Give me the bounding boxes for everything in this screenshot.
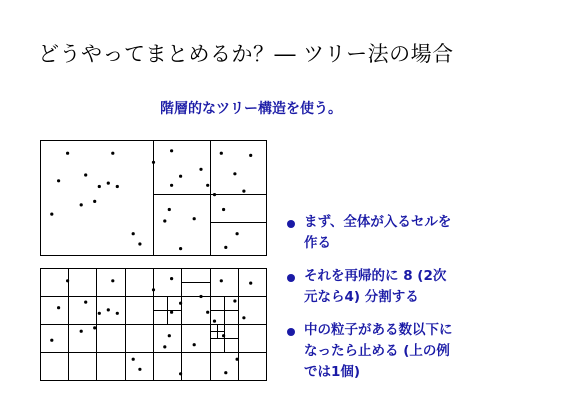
particle-dot (138, 368, 141, 371)
bullet-text: まず、全体が入るセルを (304, 214, 452, 230)
particle-dot (163, 345, 166, 348)
particle-dot (242, 316, 245, 319)
particle-dot (224, 371, 227, 374)
particle-dot (50, 339, 53, 342)
bullet-text: では1個) (304, 364, 361, 380)
particle-dot (98, 312, 101, 315)
particle-dot (93, 200, 96, 203)
particle-dot (84, 173, 87, 176)
particle-dot (107, 182, 110, 185)
particle-dot (249, 154, 252, 157)
bullet-icon (287, 274, 295, 282)
particle-dot (199, 168, 202, 171)
particle-dot (179, 247, 182, 250)
particle-dot (224, 246, 227, 249)
particle-dot (132, 232, 135, 235)
particle-dot (84, 301, 87, 304)
particle-dot (170, 277, 173, 280)
particle-dot (179, 302, 182, 305)
bullet-text: 元なら4) 分割する (304, 289, 419, 305)
particle-dot (179, 372, 182, 375)
particle-dot (116, 312, 119, 315)
tree-diagram-level1 (41, 141, 267, 256)
particle-dot (220, 279, 223, 282)
particle-dot (66, 279, 69, 282)
particle-dot (168, 334, 171, 337)
particle-dot (57, 306, 60, 309)
particles-level1 (50, 149, 252, 250)
particle-dot (80, 203, 83, 206)
particle-dot (93, 326, 96, 329)
slide-subtitle: 階層的なツリー構造を使う。 (160, 101, 342, 117)
particle-dot (111, 152, 114, 155)
particle-dot (222, 334, 225, 337)
particle-dot (132, 358, 135, 361)
bullet-text: 中の粒子がある数以下に (304, 322, 453, 338)
particle-dot (107, 308, 110, 311)
particle-dot (193, 343, 196, 346)
bullet-item (286, 320, 516, 383)
particle-dot (236, 358, 239, 361)
particle-dot (236, 232, 239, 235)
particle-dot (242, 190, 245, 193)
particle-dot (199, 295, 202, 298)
particle-dot (193, 217, 196, 220)
particle-dot (152, 161, 155, 164)
particle-dot (168, 208, 171, 211)
slide-title: どうやってまとめるか？― ツリー法の場合 (38, 42, 454, 66)
particle-dot (213, 193, 216, 196)
particle-dot (152, 288, 155, 291)
particle-dot (206, 311, 209, 314)
particle-dot (220, 152, 223, 155)
bullet-text: なったら止める (上の例 (304, 343, 450, 359)
bullet-list (286, 212, 516, 395)
particle-dot (57, 179, 60, 182)
particle-dot (138, 242, 141, 245)
particle-dot (222, 208, 225, 211)
particle-dot (163, 219, 166, 222)
particle-dot (116, 185, 119, 188)
particle-dot (233, 299, 236, 302)
particle-dot (50, 213, 53, 216)
particle-dot (179, 175, 182, 178)
bullet-item (286, 266, 516, 308)
particle-dot (206, 184, 209, 187)
particle-dot (249, 282, 252, 285)
particle-dot (170, 184, 173, 187)
particle-dot (111, 279, 114, 282)
bullet-icon (287, 328, 295, 336)
particle-dot (66, 152, 69, 155)
particle-dot (170, 311, 173, 314)
particle-dot (213, 320, 216, 323)
bullet-text: 作る (304, 235, 331, 251)
particle-dot (98, 185, 101, 188)
bullet-item (286, 212, 516, 254)
bullet-text: それを再帰的に 8 (2次 (304, 268, 447, 284)
particle-dot (80, 330, 83, 333)
particle-dot (170, 149, 173, 152)
particle-dot (233, 172, 236, 175)
bullet-icon (287, 220, 295, 228)
particles-recursive (50, 277, 252, 375)
tree-diagram-recursive (41, 269, 267, 381)
